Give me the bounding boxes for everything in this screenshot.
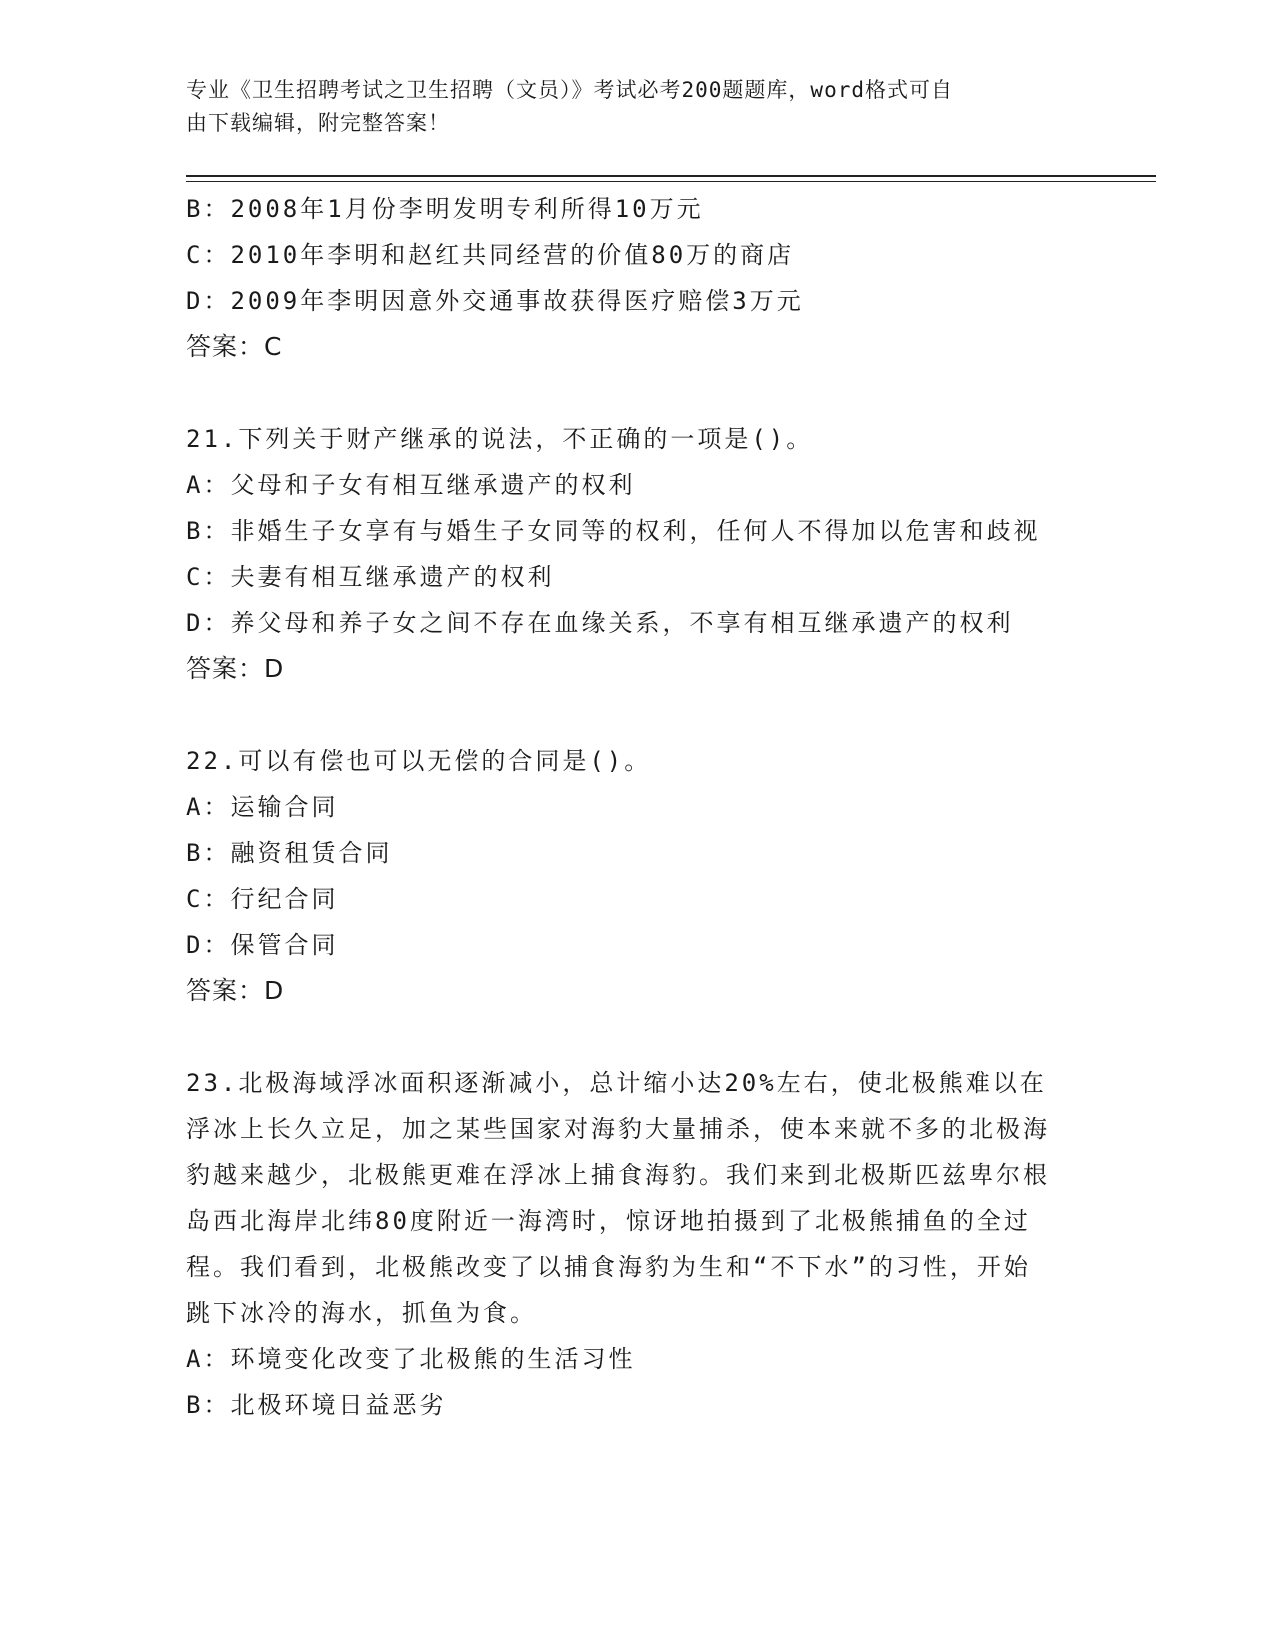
answer-line: 答案：C [186,332,283,361]
question-stem: 23.北极海域浮冰面积逐渐减小，总计缩小达20%左右，使北极熊难以在浮冰上长久立足，加之某些国家对海豹大量捕杀，使本来就不多的北极海豹越来越少，北极熊更难在浮冰上捕食海豹。我们来到北极斯匹兹卑尔根岛西北海岸北纬80度附近一海湾时，惊讶地拍摄到了北极熊捕鱼的全过程。我们看到，北极熊改变了以捕食海豹为生和“不下水”的习性，开始跳下冰冷的海水，抓鱼为食。 [186,1069,1050,1327]
question-list [186,186,1086,1428]
option-d: D：保管合同 [186,931,339,959]
header-title-line-1: 专业《卫生招聘考试之卫生招聘（文员）》考试必考200题题库，word格式可自 [186,78,953,102]
question-23 [186,1060,1086,1428]
option-c: C：行纪合同 [186,885,339,913]
question-21 [186,416,1086,692]
option-b: B：2008年1月份李明发明专利所得10万元 [186,195,704,223]
answer-line: 答案：D [186,976,285,1005]
question-stem: 22.可以有偿也可以无偿的合同是()。 [186,747,652,775]
option-b: B：非婚生子女享有与婚生子女同等的权利，任何人不得加以危害和歧视 [186,517,1041,545]
option-c: C：夫妻有相互继承遗产的权利 [186,563,555,591]
option-a: A：环境变化改变了北极熊的生活习性 [186,1345,636,1373]
option-c: C：2010年李明和赵红共同经营的价值80万的商店 [186,241,795,269]
header-title-line-2: 由下载编辑，附完整答案！ [186,111,450,135]
header-divider [186,175,1156,177]
answer-line: 答案：D [186,654,285,683]
option-d: D：养父母和养子女之间不存在血缘关系，不享有相互继承遗产的权利 [186,609,1014,637]
option-b: B：融资租赁合同 [186,839,393,867]
option-a: A：运输合同 [186,793,339,821]
question-stem: 21.下列关于财产继承的说法，不正确的一项是()。 [186,425,814,453]
question-22 [186,738,1086,1014]
question-20-continued [186,186,1086,370]
option-a: A：父母和子女有相互继承遗产的权利 [186,471,636,499]
header-divider-thin [186,181,1156,182]
option-d: D：2009年李明因意外交通事故获得医疗赔偿3万元 [186,287,804,315]
document-header [186,74,1066,140]
option-b: B：北极环境日益恶劣 [186,1391,447,1419]
